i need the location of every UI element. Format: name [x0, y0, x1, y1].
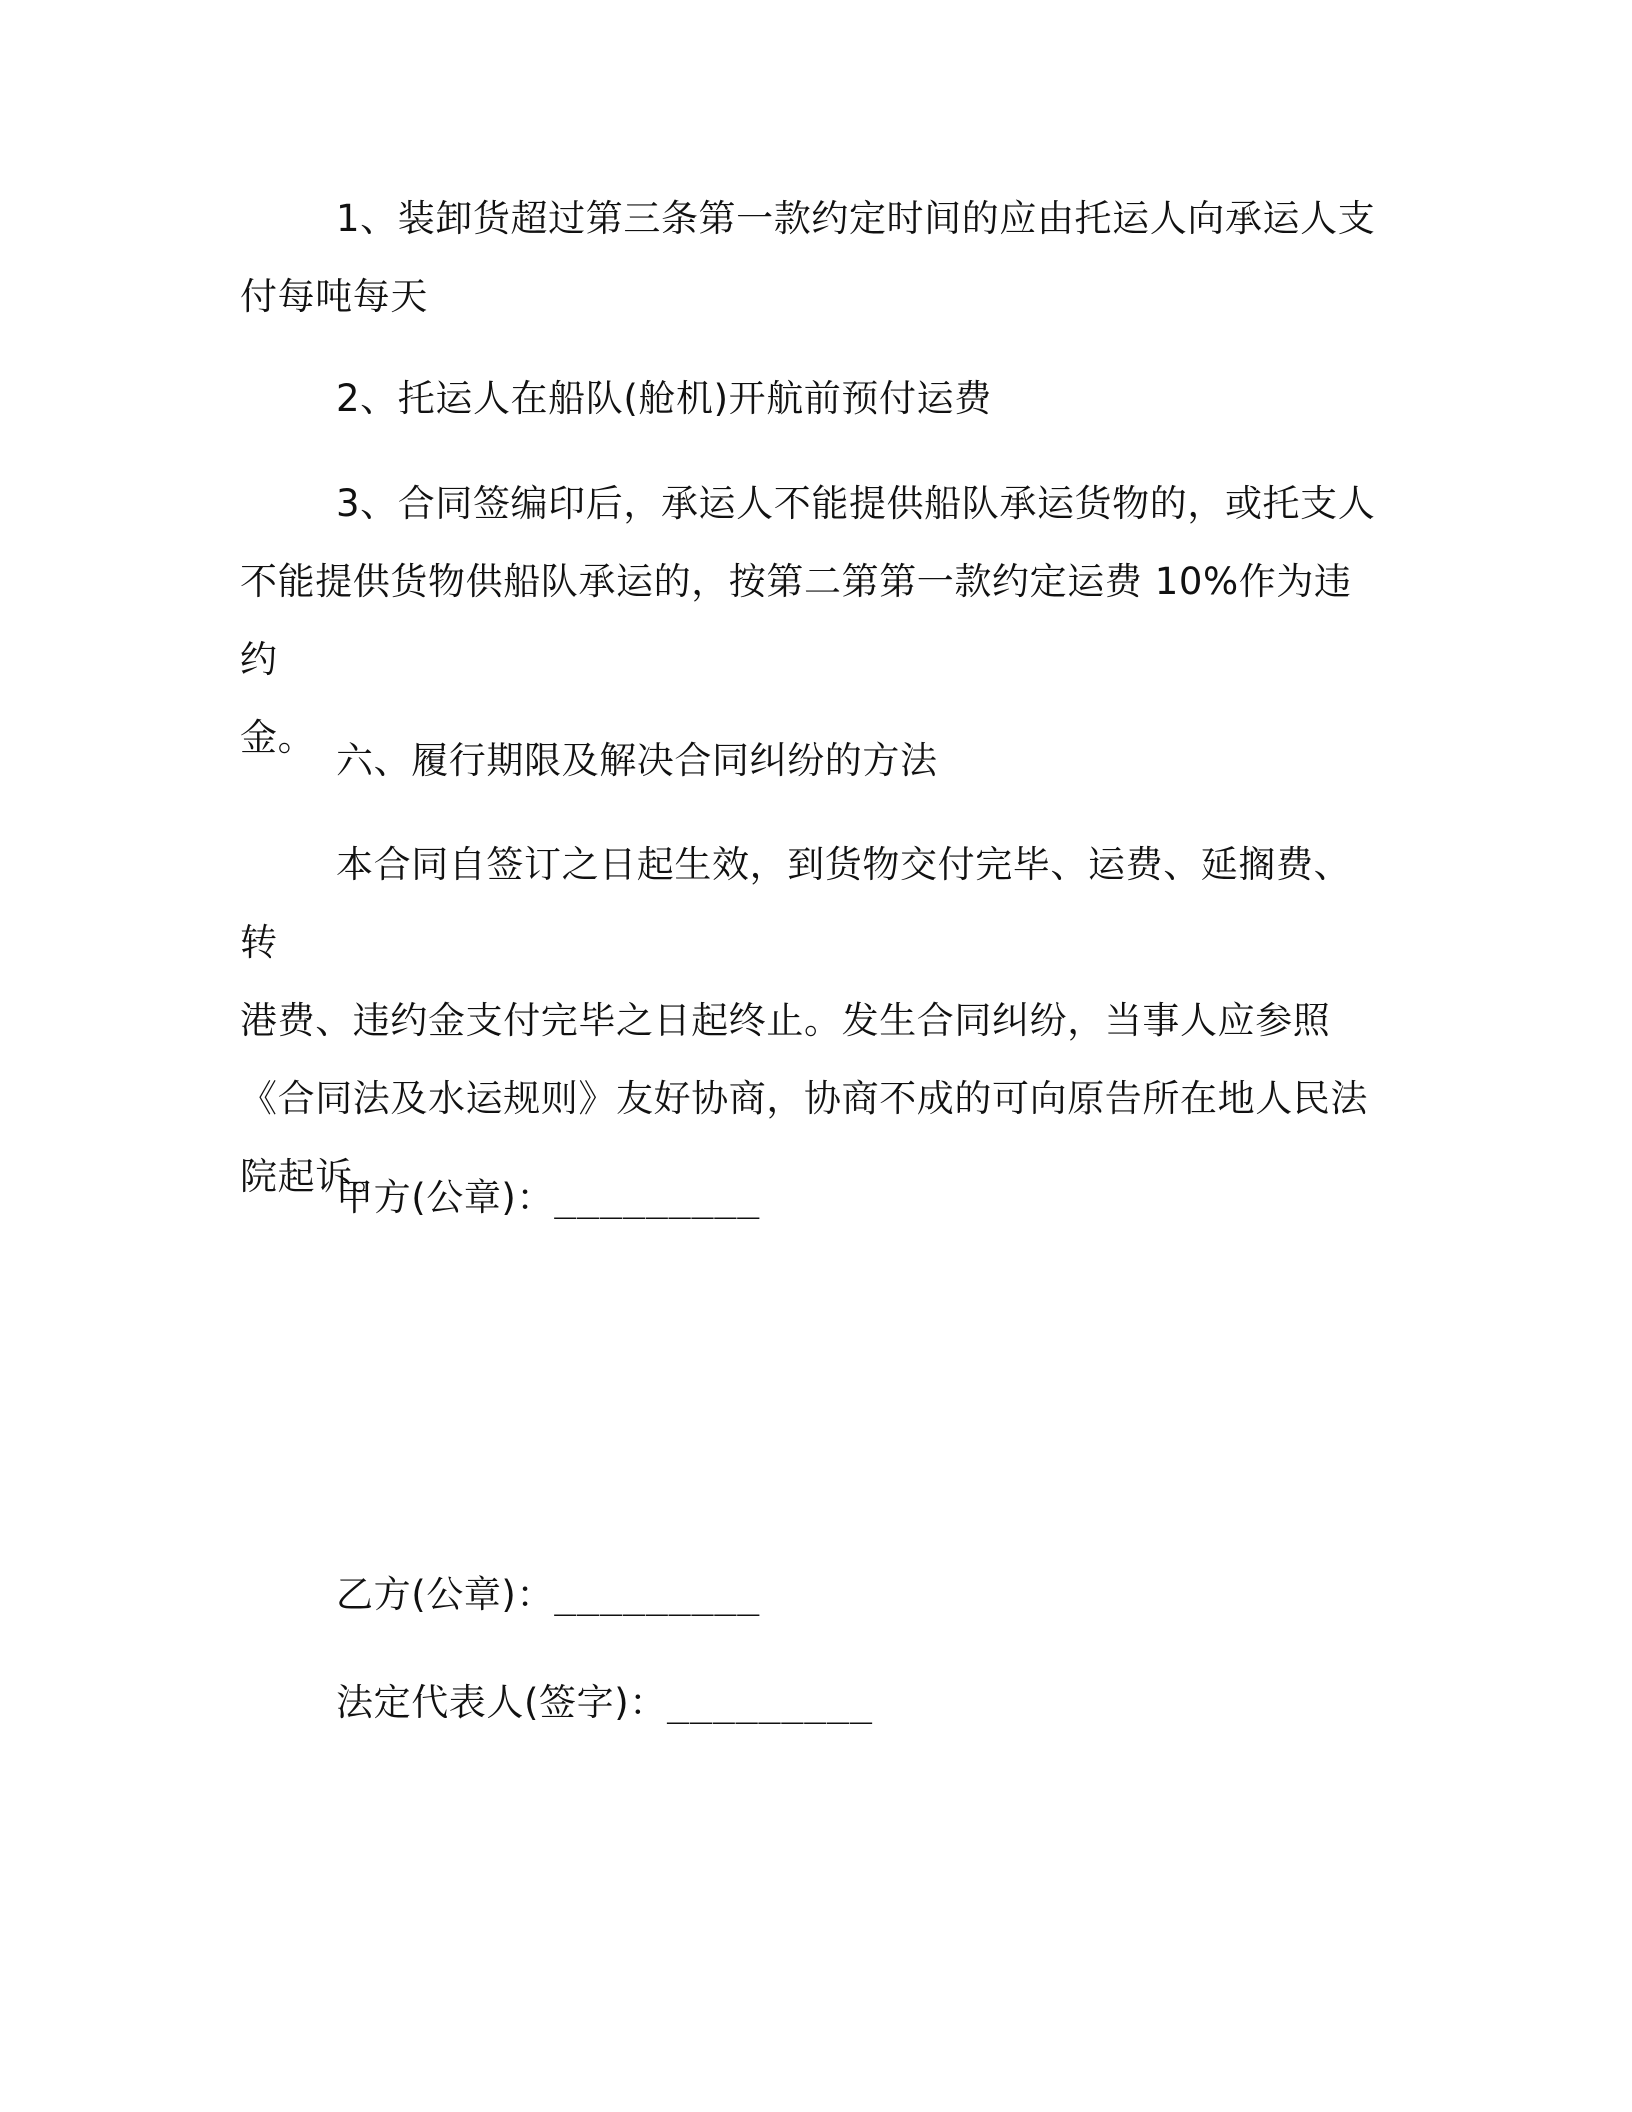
party-b-signature — [336, 1565, 760, 1625]
section-heading — [240, 722, 1380, 800]
clause-3-line-2: 不能提供货物供船队承运的，按第二第第一款约定运费 10%作为违约 — [240, 560, 1352, 681]
clause-3-line-3: 金。 — [240, 716, 316, 759]
termination-line-2: 港费、违约金支付完毕之日起终止。发生合同纠纷，当事人应参照 — [240, 999, 1331, 1042]
clause-3-line-1: 3、合同签编印后，承运人不能提供船队承运货物的，或托支人 — [336, 482, 1376, 525]
party-a-signature — [336, 1168, 760, 1228]
termination-paragraph — [240, 826, 1380, 1216]
legal-rep-label: 法定代表人(签字)： — [336, 1681, 667, 1724]
party-a-blank: _________ — [554, 1176, 760, 1219]
party-b-label: 乙方(公章)： — [336, 1573, 555, 1616]
party-a-label: 甲方(公章)： — [336, 1176, 555, 1219]
legal-rep-blank: _________ — [666, 1681, 873, 1724]
clause-2-line-1: 2、托运人在船队(舱机)开航前预付运费 — [336, 377, 992, 420]
clause-1 — [240, 180, 1380, 336]
legal-rep-signature — [336, 1673, 873, 1733]
clause-1-line-2: 付每吨每天 — [240, 275, 428, 318]
clause-1-line-1: 1、装卸货超过第三条第一款约定时间的应由托运人向承运人支 — [336, 197, 1376, 240]
party-b-blank: _________ — [554, 1573, 760, 1616]
termination-line-1: 本合同自签订之日起生效，到货物交付完毕、运费、延搁费、转 — [240, 843, 1352, 964]
termination-line-4: 院起诉。 — [240, 1155, 391, 1198]
section-heading-text: 六、履行期限及解决合同纠纷的方法 — [336, 739, 938, 782]
termination-line-3: 《合同法及水运规则》友好协商，协商不成的可向原告所在地人民法 — [240, 1077, 1368, 1120]
clause-2 — [240, 360, 1380, 438]
